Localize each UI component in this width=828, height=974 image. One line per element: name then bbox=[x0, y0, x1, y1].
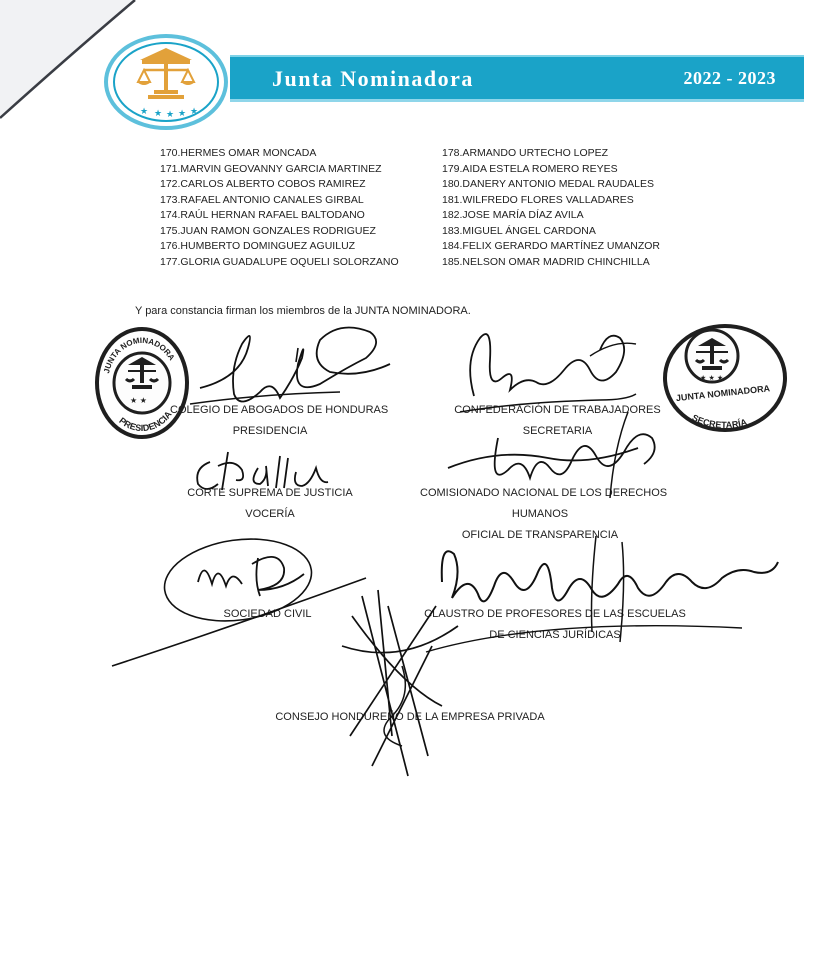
signatory-role: OFICIAL DE TRANSPARENCIA bbox=[461, 529, 619, 541]
signatory-org: CORTE SUPREMA DE JUSTICIA bbox=[187, 487, 353, 499]
list-item: 181.WILFREDO FLORES VALLADARES bbox=[442, 193, 634, 206]
list-item: 182.JOSE MARÍA DÍAZ AVILA bbox=[442, 209, 584, 221]
list-item: 178.ARMANDO URTECHO LOPEZ bbox=[442, 147, 609, 159]
list-item: 175.JUAN RAMON GONZALES RODRIGUEZ bbox=[160, 224, 376, 237]
closing-statement: Y para constancia firman los miembros de la JUNTA NOMINADORA. bbox=[135, 305, 471, 317]
signatory-org: CONFEDERACIÓN DE TRABAJADORES bbox=[454, 404, 661, 416]
list-item: 173.RAFAEL ANTONIO CANALES GIRBAL bbox=[160, 193, 364, 206]
signatory-role: VOCERÍA bbox=[245, 508, 295, 520]
banner-title: Junta Nominadora bbox=[272, 66, 474, 91]
svg-text:SECRETARÍA bbox=[690, 412, 748, 430]
stamp-secretaria bbox=[660, 322, 790, 434]
list-item: 176.HUMBERTO DOMINGUEZ AGUILUZ bbox=[160, 240, 356, 252]
list-item: 177.GLORIA GUADALUPE OQUELI SOLORZANO bbox=[160, 255, 399, 268]
list-item: 179.AIDA ESTELA ROMERO REYES bbox=[442, 162, 618, 175]
signatory-org: DE CIENCIAS JURÍDICAS bbox=[489, 629, 621, 641]
svg-text:★: ★ bbox=[190, 107, 199, 117]
list-item: 170.HERMES OMAR MONCADA bbox=[160, 147, 317, 159]
signatory-consejo bbox=[260, 707, 560, 728]
svg-text:★ ★: ★ ★ bbox=[130, 396, 147, 405]
banner-years: 2022 - 2023 bbox=[683, 68, 776, 88]
svg-text:★: ★ bbox=[154, 109, 163, 119]
svg-text:★: ★ bbox=[140, 107, 149, 117]
signatory-role: SECRETARIA bbox=[522, 425, 593, 437]
stamp-left-bottom-text: PRESIDENCIA bbox=[117, 409, 174, 434]
names-list-left bbox=[160, 146, 399, 270]
list-item: 185.NELSON OMAR MADRID CHINCHILLA bbox=[442, 255, 650, 268]
junta-nominadora-logo bbox=[104, 34, 228, 130]
svg-text:★: ★ bbox=[178, 109, 187, 119]
stamp-right-bottom-text: SECRETARÍA bbox=[690, 412, 749, 431]
signatory-confederacion bbox=[450, 400, 665, 442]
signatory-org: COMISIONADO NACIONAL DE LOS DERECHOS bbox=[420, 487, 668, 499]
signatory-org: SOCIEDAD CIVIL bbox=[223, 608, 312, 620]
signatory-sociedad bbox=[210, 604, 325, 625]
list-item: 171.MARVIN GEOVANNY GARCIA MARTINEZ bbox=[160, 162, 382, 175]
stamp-left-top-text: JUNTA NOMINADORA bbox=[102, 335, 177, 375]
signatory-role: PRESIDENCIA bbox=[232, 425, 308, 437]
signatory-claustro bbox=[415, 604, 695, 646]
signatory-colegio bbox=[170, 400, 389, 442]
signatory-org: HUMANOS bbox=[511, 508, 569, 520]
svg-text:★ ★ ★: ★ ★ ★ bbox=[700, 374, 724, 382]
svg-text:★: ★ bbox=[166, 110, 175, 120]
header-banner bbox=[230, 55, 804, 102]
signatory-corte bbox=[175, 483, 365, 525]
signatory-org: CLAUSTRO DE PROFESORES DE LAS ESCUELAS bbox=[424, 608, 686, 620]
names-list-right bbox=[442, 146, 660, 270]
signatory-org: COLEGIO DE ABOGADOS DE HONDURAS bbox=[170, 404, 389, 416]
stamp-right-top-text: JUNTA NOMINADORA bbox=[675, 383, 771, 404]
signatory-org: CONSEJO HONDUREÑO DE LA EMPRESA PRIVADA bbox=[275, 711, 545, 723]
list-item: 184.FELIX GERARDO MARTÍNEZ UMANZOR bbox=[442, 240, 661, 252]
list-item: 174.RAÚL HERNAN RAFAEL BALTODANO bbox=[160, 209, 365, 221]
signatory-comisionado bbox=[420, 483, 668, 546]
list-item: 180.DANERY ANTONIO MEDAL RAUDALES bbox=[442, 178, 655, 190]
list-item: 172.CARLOS ALBERTO COBOS RAMIREZ bbox=[160, 178, 366, 190]
list-item: 183.MIGUEL ÁNGEL CARDONA bbox=[442, 224, 596, 237]
signature-sociedad bbox=[108, 528, 370, 670]
